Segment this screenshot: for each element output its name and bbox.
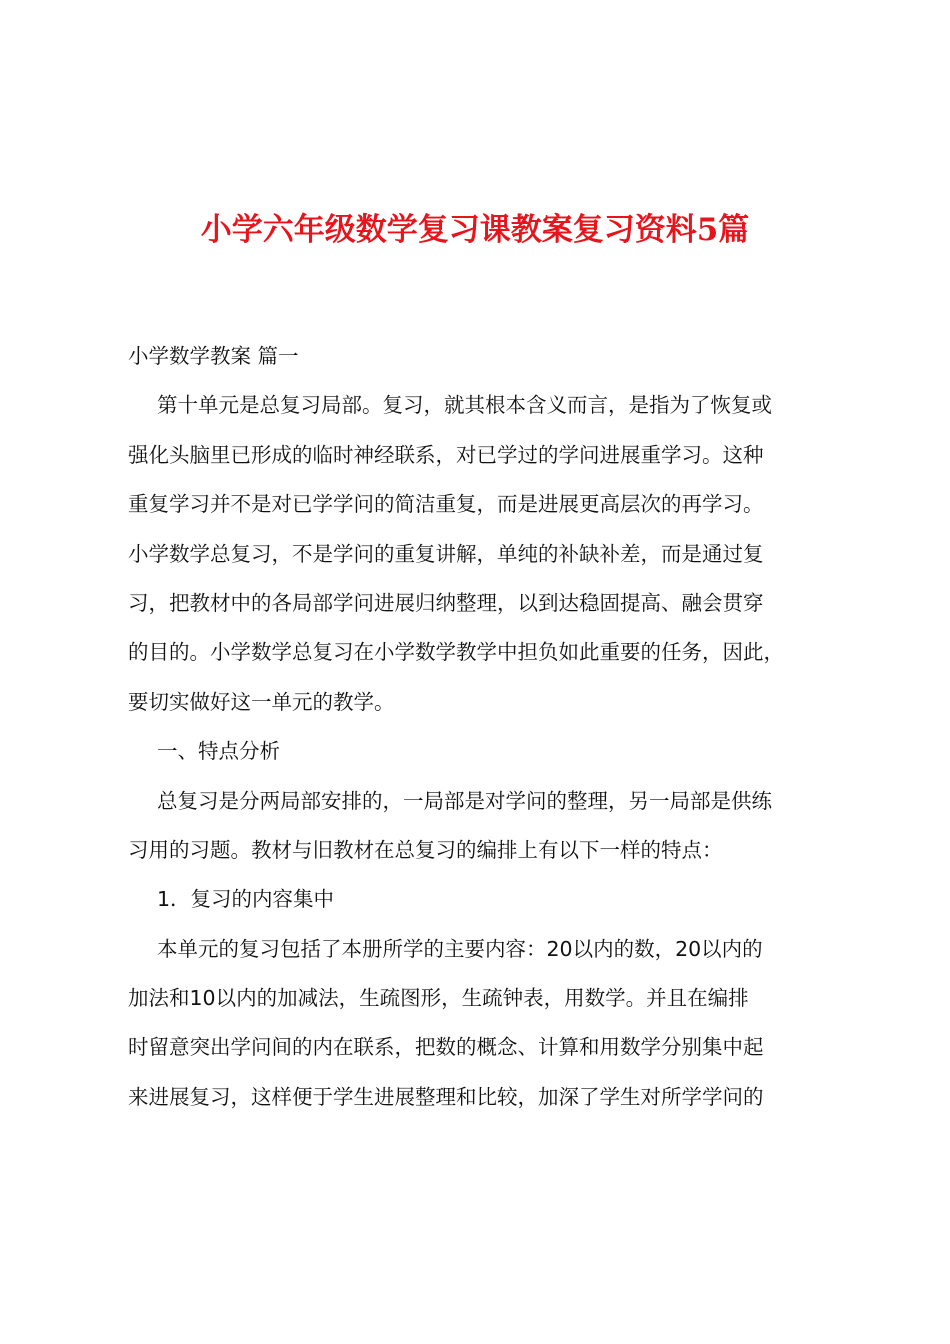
paragraph-line: 重复学习并不是对已学学问的简洁重复，而是进展更高层次的再学习。 [128, 492, 764, 517]
paragraph-line: 的目的。小学数学总复习在小学数学教学中担负如此重要的任务，因此， [128, 640, 784, 665]
paragraph-line: 加法和10以内的加减法，生疏图形，生疏钟表，用数学。并且在编排 [128, 986, 749, 1011]
paragraph-line: 要切实做好这一单元的教学。 [128, 689, 395, 714]
subsection-heading: 1．复习的内容集中 [157, 887, 335, 912]
subsection-heading: 一、特点分析 [157, 739, 280, 764]
paragraph-line: 第十单元是总复习局部。复习，就其根本含义而言，是指为了恢复或 [157, 393, 772, 418]
paragraph-line: 总复习是分两局部安排的，一局部是对学问的整理，另一局部是供练 [157, 788, 772, 813]
section-heading: 小学数学教案 篇一 [128, 344, 299, 368]
paragraph-line: 本单元的复习包括了本册所学的主要内容：20以内的数，20以内的 [157, 936, 763, 961]
paragraph-line: 习，把教材中的各局部学问进展归纳整理，以到达稳固提高、融会贯穿 [128, 590, 764, 615]
paragraph-line: 时留意突出学问间的内在联系，把数的概念、计算和用数学分别集中起 [128, 1035, 764, 1060]
document-body [128, 332, 838, 1122]
paragraph-line: 小学数学总复习，不是学问的重复讲解，单纯的补缺补差，而是通过复 [128, 541, 764, 566]
paragraph-line: 强化头脑里已形成的临时神经联系，对已学过的学问进展重学习。这种 [128, 442, 764, 467]
paragraph-line: 来进展复习，这样便于学生进展整理和比较，加深了学生对所学学问的 [128, 1084, 764, 1109]
document-title: 小学六年级数学复习课教案复习资料5篇 [200, 212, 750, 248]
paragraph-line: 习用的习题。教材与旧教材在总复习的编排上有以下一样的特点： [128, 837, 723, 862]
